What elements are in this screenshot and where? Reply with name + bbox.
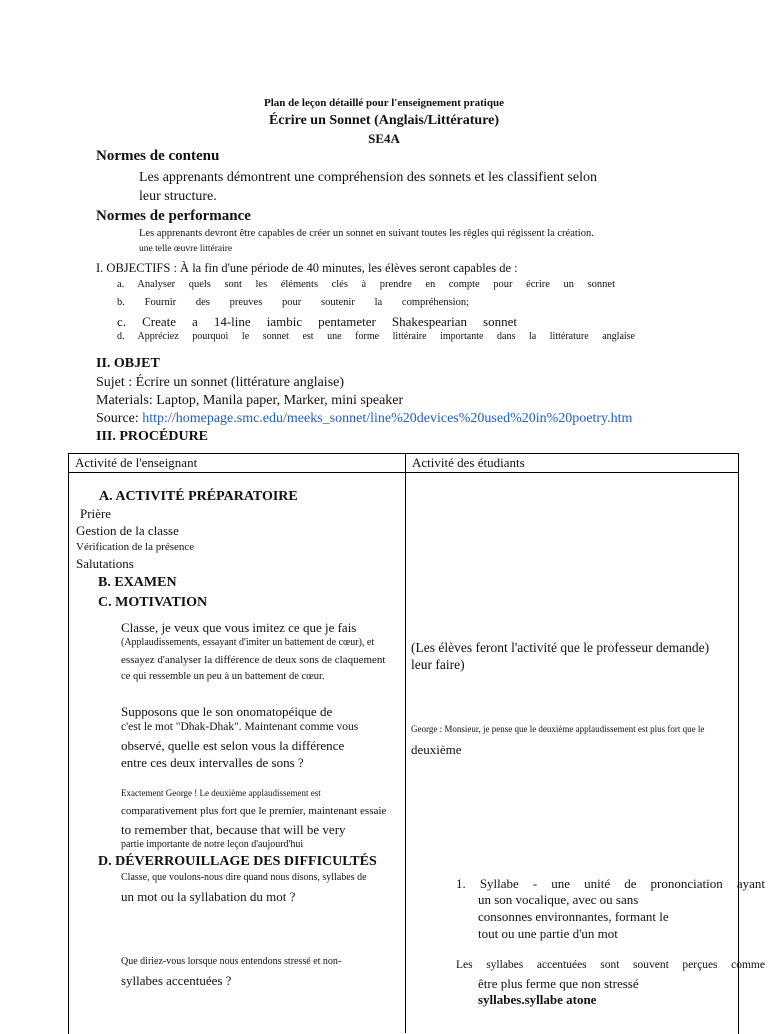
subject-source (96, 411, 632, 427)
subject-materials: Materials: Laptop, Manila paper, Marker, mini speaker (96, 393, 404, 408)
teacher-text: comparativement plus fort que le premier, maintenant essaie (121, 805, 387, 817)
section-a-item: Salutations (76, 556, 134, 571)
content-standards-text: Les apprenants démontrent une compréhension des sonnets et les classifient selon (139, 170, 597, 185)
objectives-heading: I. OBJECTIFS : À la fin d'une période de 40 minutes, les élèves seront capables de : (96, 261, 518, 275)
teacher-text: to remember that, because that will be very (121, 822, 346, 837)
subject-topic: Sujet : Écrire un sonnet (littérature anglaise) (96, 375, 345, 390)
content-standards-text: leur structure. (139, 189, 217, 204)
section-c-heading: C. MOTIVATION (98, 595, 208, 610)
student-text: George : Monsieur, je pense que le deuxième applaudissement est plus fort que le (411, 724, 705, 734)
teacher-text: Classe, je veux que vous imitez ce que je fais (121, 620, 357, 635)
teacher-text: Exactement George ! Le deuxième applaudissement est (121, 788, 321, 798)
section-a-item: Vérification de la présence (76, 541, 195, 553)
content-standards-heading: Normes de contenu (96, 148, 220, 164)
teacher-text: Que diriez-vous lorsque nous entendons stressé et non- (121, 956, 342, 967)
student-text: 1. Syllabe - une unité de prononciation ayant (456, 876, 765, 891)
performance-standards-text: Les apprenants devront être capables de créer un sonnet en suivant toutes les règles qui régissent la création. (139, 228, 594, 239)
section-d-heading: D. DÉVERROUILLAGE DES DIFFICULTÉS (98, 854, 377, 869)
student-text: syllabes.syllabe atone (478, 992, 597, 1007)
teacher-text: essayez d'analyser la différence de deux sons de claquement (121, 654, 386, 666)
document-section-code: SE4A (368, 131, 400, 146)
teacher-text: syllabes accentuées ? (121, 973, 232, 988)
teacher-text: Supposons que le son onomatopéique de (121, 704, 333, 719)
teacher-text: (Applaudissements, essayant d'imiter un battement de cœur), et (121, 637, 375, 648)
procedure-heading: III. PROCÉDURE (96, 429, 209, 444)
section-a-item: Gestion de la classe (76, 523, 179, 538)
teacher-text: partie importante de notre leçon d'aujourd'hui (121, 839, 304, 850)
objective-item: d. Appréciez pourquoi le sonnet est une forme littéraire importante dans la littérature anglaise (117, 331, 635, 342)
student-text: Les syllabes accentuées sont souvent perçues comme (456, 959, 765, 971)
performance-standards-heading: Normes de performance (96, 208, 251, 224)
section-a-item: Prière (80, 506, 112, 521)
document-subtitle: Écrire un Sonnet (Anglais/Littérature) (268, 113, 500, 128)
student-text: consonnes environnantes, formant le (478, 909, 669, 924)
objective-item: a. Analyser quels sont les éléments clés à prendre en compte pour écrire un sonnet (117, 279, 615, 290)
table-header-divider (68, 472, 738, 473)
student-text: tout ou une partie d'un mot (478, 926, 618, 941)
column-header-teacher: Activité de l'enseignant (75, 455, 198, 470)
source-link[interactable]: http://homepage.smc.edu/meeks_sonnet/line%20devices%20used%20in%20poetry.htm (142, 411, 633, 426)
objective-item: c. Create a 14-line iambic pentameter Shakespearian sonnet (117, 314, 517, 329)
teacher-text: observé, quelle est selon vous la différence (121, 738, 345, 753)
document-title: Plan de leçon détaillé pour l'enseignement pratique (264, 97, 504, 109)
teacher-text: Classe, que voulons-nous dire quand nous disons, syllabes de (121, 872, 367, 883)
teacher-text: ce qui ressemble un peu à un battement de cœur. (121, 671, 325, 682)
teacher-text: c'est le mot "Dhak-Dhak". Maintenant comme vous (121, 721, 359, 733)
student-text: (Les élèves feront l'activité que le professeur demande) (411, 640, 710, 655)
student-text: leur faire) (411, 657, 465, 672)
performance-standards-text: une telle œuvre littéraire (139, 244, 233, 254)
source-label: Source: (96, 411, 143, 426)
student-text: deuxième (411, 742, 462, 757)
section-a-heading: A. ACTIVITÉ PRÉPARATOIRE (99, 489, 298, 504)
section-b-heading: B. EXAMEN (98, 575, 177, 590)
table-column-divider (405, 453, 406, 1033)
column-header-students: Activité des étudiants (412, 455, 525, 470)
subject-heading: II. OBJET (96, 356, 160, 371)
student-text: un son vocalique, avec ou sans (478, 892, 639, 907)
teacher-text: un mot ou la syllabation du mot ? (121, 889, 296, 904)
student-text: être plus ferme que non stressé (478, 976, 639, 991)
objective-item: b. Fournir des preuves pour soutenir la compréhension; (117, 297, 469, 308)
teacher-text: entre ces deux intervalles de sons ? (121, 755, 304, 770)
